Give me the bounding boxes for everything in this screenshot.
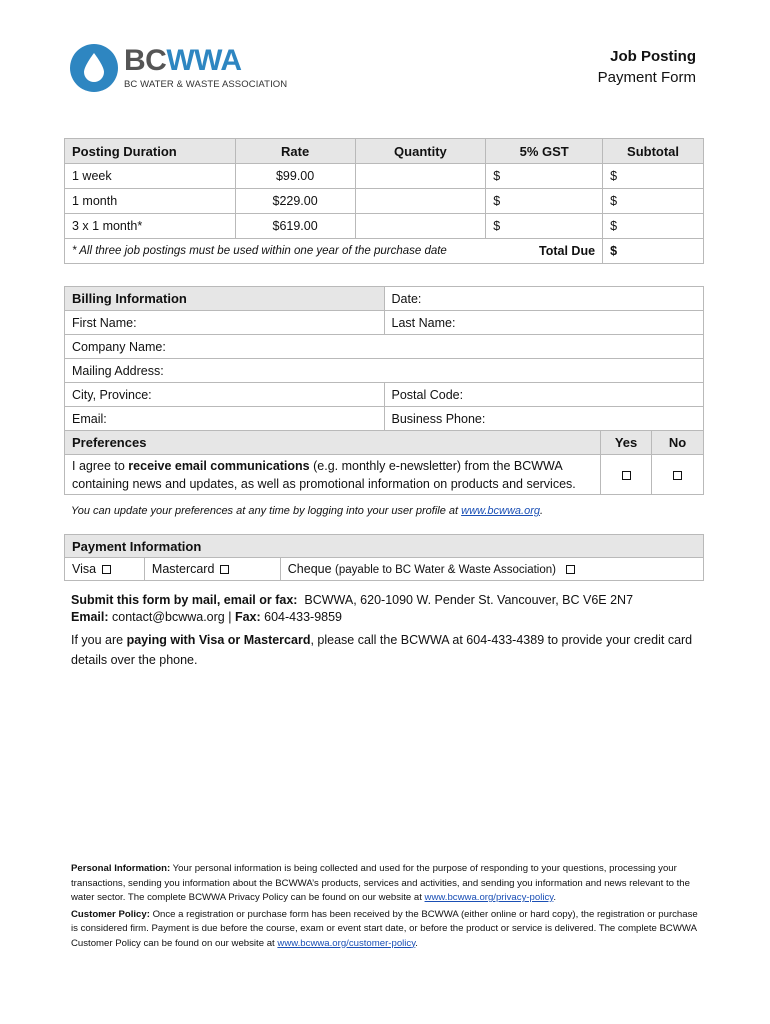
payment-heading: Payment Information [65, 535, 704, 558]
total-due-field[interactable]: $ [603, 239, 704, 264]
table-row [65, 189, 704, 214]
first-name-field[interactable]: First Name: [65, 311, 385, 335]
mailing-address-field[interactable]: Mailing Address: [65, 359, 704, 383]
duration-cell: 3 x 1 month* [65, 214, 236, 239]
checkbox-icon[interactable] [102, 565, 111, 574]
quantity-field[interactable] [355, 214, 486, 239]
email-consent-text: I agree to receive email communications (e.g. monthly e-newsletter) from the BCWWA containing news and updates, as well as promotional information on products and services. [65, 455, 601, 495]
profile-link[interactable]: www.bcwwa.org [461, 505, 540, 517]
cheque-option[interactable]: Cheque (payable to BC Water & Waste Association) [280, 558, 703, 581]
card-payment-note: If you are paying with Visa or Mastercard, please call the BCWWA at 604-433-4389 to provide your credit card details over the phone. [71, 633, 693, 667]
billing-table [64, 286, 704, 495]
col-gst: 5% GST [486, 139, 603, 164]
col-subtotal: Subtotal [603, 139, 704, 164]
email-field[interactable]: Email: [65, 407, 385, 431]
footnote: * All three job postings must be used within one year of the purchase date [65, 239, 486, 264]
table-row [65, 164, 704, 189]
last-name-field[interactable]: Last Name: [384, 311, 703, 335]
subtotal-field[interactable]: $ [603, 214, 704, 239]
city-province-field[interactable]: City, Province: [65, 383, 385, 407]
total-due-label: Total Due [486, 239, 603, 264]
yes-label: Yes [601, 431, 652, 455]
quantity-field[interactable] [355, 189, 486, 214]
submit-info: Submit this form by mail, email or fax: BCWWA, 620-1090 W. Pender St. Vancouver, BC V6E 2N7 Email: contact@bcwwa.org | Fax: 604-433-9859 [71, 593, 634, 624]
total-row [65, 239, 704, 264]
consent-yes-checkbox[interactable] [601, 455, 652, 495]
mastercard-option[interactable]: Mastercard [144, 558, 280, 581]
water-drop-icon [70, 44, 118, 92]
customer-policy-link[interactable]: www.bcwwa.org/customer-policy [277, 937, 416, 949]
rate-cell: $619.00 [235, 214, 355, 239]
table-row [65, 214, 704, 239]
date-field[interactable]: Date: [384, 287, 703, 311]
no-label: No [652, 431, 704, 455]
logo [70, 44, 287, 92]
checkbox-icon[interactable] [566, 565, 575, 574]
subtotal-field[interactable]: $ [603, 164, 704, 189]
duration-cell: 1 month [65, 189, 236, 214]
logo-name: BCWWA [124, 44, 242, 77]
logo-subtitle: BC WATER & WASTE ASSOCIATION [124, 79, 288, 90]
page-title: Job Posting Payment Form [597, 48, 696, 86]
company-name-field[interactable]: Company Name: [65, 335, 704, 359]
col-quantity: Quantity [355, 139, 486, 164]
checkbox-icon[interactable] [220, 565, 229, 574]
col-posting-duration: Posting Duration [65, 139, 236, 164]
personal-information-policy: Personal Information: Your personal information is being collected and used for the purpose of responding to your questions, processing your transactions, sending you information about the BCWWA’s products, services and activities, and sending you information and news relevant to the water sector. The complete BCWWA Privacy Policy can be found on our website at www.bcwwa.org/privacy-policy. [71, 863, 690, 903]
visa-option[interactable]: Visa [65, 558, 145, 581]
col-rate: Rate [235, 139, 355, 164]
postal-code-field[interactable]: Postal Code: [384, 383, 703, 407]
contact-email[interactable]: contact@bcwwa.org [112, 610, 225, 624]
customer-policy: Customer Policy: Once a registration or purchase form has been received by the BCWWA (either online or hard copy), the registration or purchase is considered firm. Payment is due before the course, exam or event start date, or before the product or service is delivered. The complete BCWWA Customer Policy can be found on our website at www.bcwwa.org/customer-policy. [71, 908, 698, 949]
duration-cell: 1 week [65, 164, 236, 189]
quantity-field[interactable] [355, 164, 486, 189]
subtotal-field[interactable]: $ [603, 189, 704, 214]
rate-cell: $99.00 [235, 164, 355, 189]
consent-no-checkbox[interactable] [652, 455, 704, 495]
privacy-policy-link[interactable]: www.bcwwa.org/privacy-policy [424, 892, 554, 903]
rates-table [64, 138, 704, 264]
rates-header-row [65, 139, 704, 164]
preferences-heading: Preferences [65, 431, 601, 455]
fine-print [71, 862, 701, 951]
gst-field[interactable]: $ [486, 214, 603, 239]
payment-table [64, 534, 704, 581]
gst-field[interactable]: $ [486, 164, 603, 189]
preferences-note: You can update your preferences at any time by logging into your user profile at www.bcwwa.org. [71, 505, 544, 517]
checkbox-icon [673, 471, 682, 480]
checkbox-icon [622, 471, 631, 480]
billing-heading: Billing Information [65, 287, 385, 311]
gst-field[interactable]: $ [486, 189, 603, 214]
business-phone-field[interactable]: Business Phone: [384, 407, 703, 431]
rate-cell: $229.00 [235, 189, 355, 214]
